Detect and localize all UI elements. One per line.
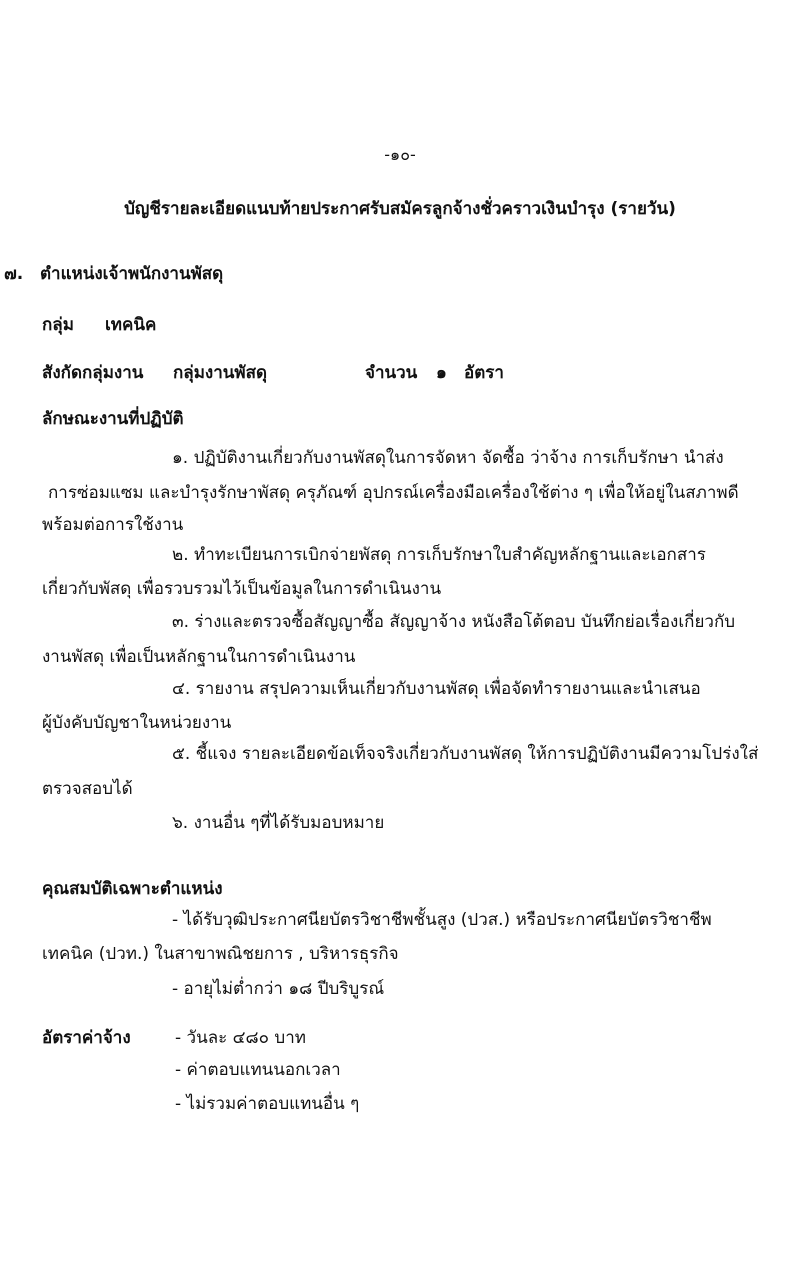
wage-item-2: - ค่าตอบแทนนอกเวลา [175, 1060, 341, 1080]
qualification-1-line-2: เทคนิค (ปวท.) ในสาขาพณิชยการ , บริหารธุรกิจ [42, 944, 399, 964]
duty-2-line-1: ๒. ทำทะเบียนการเบิกจ่ายพัสดุ การเก็บรักษาใบสำคัญหลักฐานและเอกสาร [172, 545, 706, 565]
duty-1-line-2: การซ่อมแซม และบำรุงรักษาพัสดุ ครุภัณฑ์ อุปกรณ์เครื่องมือเครื่องใช้ต่าง ๆ เพื่อให้อยู่ในสภาพดี [48, 483, 739, 503]
duty-4-line-2: ผู้บังคับบัญชาในหน่วยงาน [42, 713, 232, 733]
position-name: ตำแหน่งเจ้าพนักงานพัสดุ [40, 264, 224, 284]
document-title: บัญชีรายละเอียดแนบท้ายประกาศรับสมัครลูกจ้างชั่วคราวเงินบำรุง (รายวัน) [124, 199, 676, 219]
department-count-unit: อัตรา [464, 363, 504, 383]
duties-heading: ลักษณะงานที่ปฏิบัติ [42, 409, 184, 429]
group-value: เทคนิค [105, 315, 157, 335]
group-label: กลุ่ม [42, 315, 74, 335]
duty-1-line-1: ๑. ปฏิบัติงานเกี่ยวกับงานพัสดุในการจัดหา จัดซื้อ ว่าจ้าง การเก็บรักษา นำส่ง [172, 448, 724, 468]
department-label: สังกัดกลุ่มงาน [42, 363, 144, 383]
qualification-2-line-1: - อายุไม่ต่ำกว่า ๑๘ ปีบริบูรณ์ [172, 979, 385, 999]
duty-1-line-3: พร้อมต่อการใช้งาน [42, 515, 184, 535]
department-value: กลุ่มงานพัสดุ [173, 363, 268, 383]
duty-3-line-2: งานพัสดุ เพื่อเป็นหลักฐานในการดำเนินงาน [42, 647, 356, 667]
qualifications-heading: คุณสมบัติเฉพาะตำแหน่ง [42, 879, 223, 899]
duty-2-line-2: เกี่ยวกับพัสดุ เพื่อรวบรวมไว้เป็นข้อมูลในการดำเนินงาน [42, 579, 442, 599]
duty-5-line-2: ตรวจสอบได้ [42, 779, 133, 799]
wage-item-3: - ไม่รวมค่าตอบแทนอื่น ๆ [175, 1094, 360, 1114]
wage-label: อัตราค่าจ้าง [42, 1028, 131, 1048]
wage-item-1: - วันละ ๔๘๐ บาท [175, 1028, 306, 1048]
duty-6-line-1: ๖. งานอื่น ๆที่ได้รับมอบหมาย [172, 813, 385, 833]
department-count-label: จำนวน [365, 363, 418, 383]
department-count-value: ๑ [436, 363, 447, 383]
duty-3-line-1: ๓. ร่างและตรวจซื้อสัญญาซื้อ สัญญาจ้าง หนังสือโต้ตอบ บันทึกย่อเรื่องเกี่ยวกับ [172, 612, 736, 632]
page-number: -๑๐- [384, 145, 416, 164]
qualification-1-line-1: - ได้รับวุฒิประกาศนียบัตรวิชาชีพชั้นสูง (ปวส.) หรือประกาศนียบัตรวิชาชีพ [172, 910, 712, 930]
duty-4-line-1: ๔. รายงาน สรุปความเห็นเกี่ยวกับงานพัสดุ เพื่อจัดทำรายงานและนำเสนอ [172, 679, 701, 699]
duty-5-line-1: ๕. ชี้แจง รายละเอียดข้อเท็จจริงเกี่ยวกับงานพัสดุ ให้การปฏิบัติงานมีความโปร่งใส่ [172, 744, 759, 764]
position-number: ๗. [4, 264, 24, 284]
